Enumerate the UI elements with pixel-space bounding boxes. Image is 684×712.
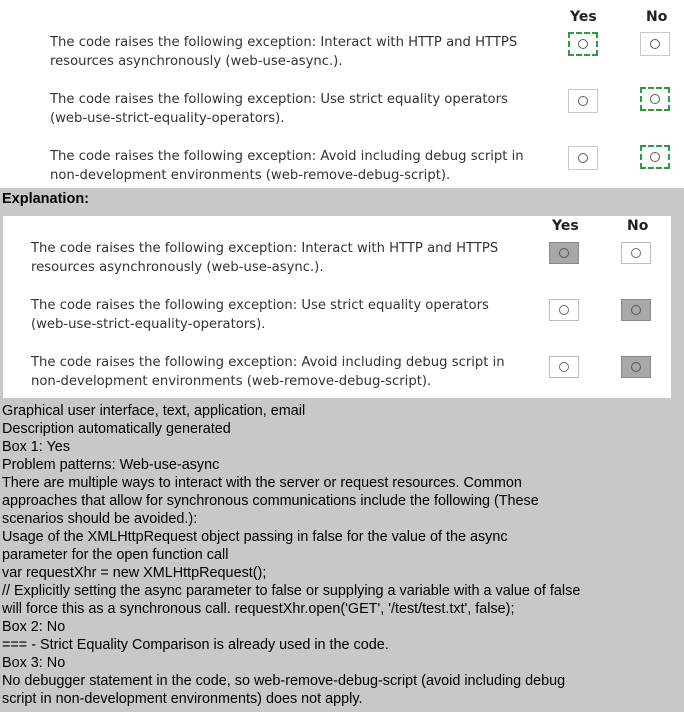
radio-circle-icon (578, 96, 588, 106)
row-2-no-option[interactable] (640, 87, 670, 111)
answer-statement-3-line-1: The code raises the following exception: Avoid including debug script in (31, 355, 505, 370)
explanation-heading: Explanation: (2, 191, 90, 207)
radio-circle-icon (650, 39, 660, 49)
radio-circle-icon (559, 305, 569, 315)
explanation-line: Box 2: No (2, 619, 66, 635)
row-2-yes-option[interactable] (568, 89, 598, 113)
row-1-no-option[interactable] (640, 32, 670, 56)
explanation-line: Problem patterns: Web-use-async (2, 457, 220, 473)
row-3-yes-option[interactable] (568, 146, 598, 170)
answer-statement-2-line-1: The code raises the following exception: Use strict equality operators (31, 298, 489, 313)
radio-circle-icon (650, 94, 660, 104)
explanation-line: Box 3: No (2, 655, 66, 671)
explanation-line: Usage of the XMLHttpRequest object passing in false for the value of the async (2, 529, 508, 545)
answer-row-3-yes-option (549, 356, 579, 378)
answer-row-1-yes-option (549, 242, 579, 264)
statement-3-line-2: non-development environments (web-remove-debug-script). (50, 168, 451, 183)
statement-3 (50, 147, 524, 185)
answer-statement-2 (31, 296, 489, 334)
answer-statement-1 (31, 239, 498, 277)
radio-circle-icon (559, 362, 569, 372)
answer-row-2-yes-option (549, 299, 579, 321)
radio-circle-icon (650, 152, 660, 162)
statement-3-line-1: The code raises the following exception: Avoid including debug script in (50, 149, 524, 164)
explanation-line: var requestXhr = new XMLHttpRequest(); (2, 565, 267, 581)
answer-statement-1-line-1: The code raises the following exception: Interact with HTTP and HTTPS (31, 241, 499, 256)
explanation-line: Graphical user interface, text, application, email (2, 403, 306, 419)
explanation-line: There are multiple ways to interact with the server or request resources. Common (2, 475, 522, 491)
explanation-line: Box 1: Yes (2, 439, 71, 455)
explanation-line: Description automatically generated (2, 421, 231, 437)
answer-statement-2-line-2: (web-use-strict-equality-operators). (31, 317, 266, 332)
answer-statement-3 (31, 353, 505, 391)
answer-row-2-no-option (621, 299, 651, 321)
explanation-line: No debugger statement in the code, so web-remove-debug-script (avoid including debug (2, 673, 566, 689)
explanation-line: script in non-development environments) does not apply. (2, 691, 363, 707)
explanation-line: approaches that allow for synchronous communications include the following (These (2, 493, 539, 509)
answer-row-3-no-option (621, 356, 651, 378)
statement-2 (50, 90, 508, 128)
explanation-text (2, 402, 678, 708)
statement-1-line-1: The code raises the following exception: Interact with HTTP and HTTPS (50, 35, 518, 50)
statement-2-line-2: (web-use-strict-equality-operators). (50, 111, 285, 126)
radio-circle-icon (631, 248, 641, 258)
statement-2-line-1: The code raises the following exception: Use strict equality operators (50, 92, 508, 107)
answer-statement-1-line-2: resources asynchronously (web-use-async.). (31, 260, 324, 275)
explanation-section (0, 188, 684, 712)
radio-circle-icon (578, 39, 588, 49)
question-panel (0, 0, 684, 188)
radio-circle-icon (559, 248, 569, 258)
column-header-yes: Yes (570, 9, 597, 25)
answer-statement-3-line-2: non-development environments (web-remove-debug-script). (31, 374, 432, 389)
column-header-no: No (646, 9, 668, 25)
radio-circle-icon (631, 362, 641, 372)
explanation-line: parameter for the open function call (2, 547, 229, 563)
answer-column-header-no: No (627, 218, 649, 234)
explanation-line: // Explicitly setting the async parameter to false or supplying a variable with a value of false (2, 583, 581, 599)
statement-1 (50, 33, 517, 71)
statement-1-line-2: resources asynchronously (web-use-async.). (50, 54, 343, 69)
answer-row-1-no-option (621, 242, 651, 264)
radio-circle-icon (631, 305, 641, 315)
answer-panel (3, 216, 671, 398)
row-1-yes-option[interactable] (568, 32, 598, 56)
explanation-line: === - Strict Equality Comparison is already used in the code. (2, 637, 389, 653)
explanation-line: will force this as a synchronous call. requestXhr.open('GET', '/test/test.txt', false); (2, 601, 515, 617)
row-3-no-option[interactable] (640, 145, 670, 169)
answer-column-header-yes: Yes (552, 218, 579, 234)
radio-circle-icon (578, 153, 588, 163)
explanation-line: scenarios should be avoided.): (2, 511, 198, 527)
